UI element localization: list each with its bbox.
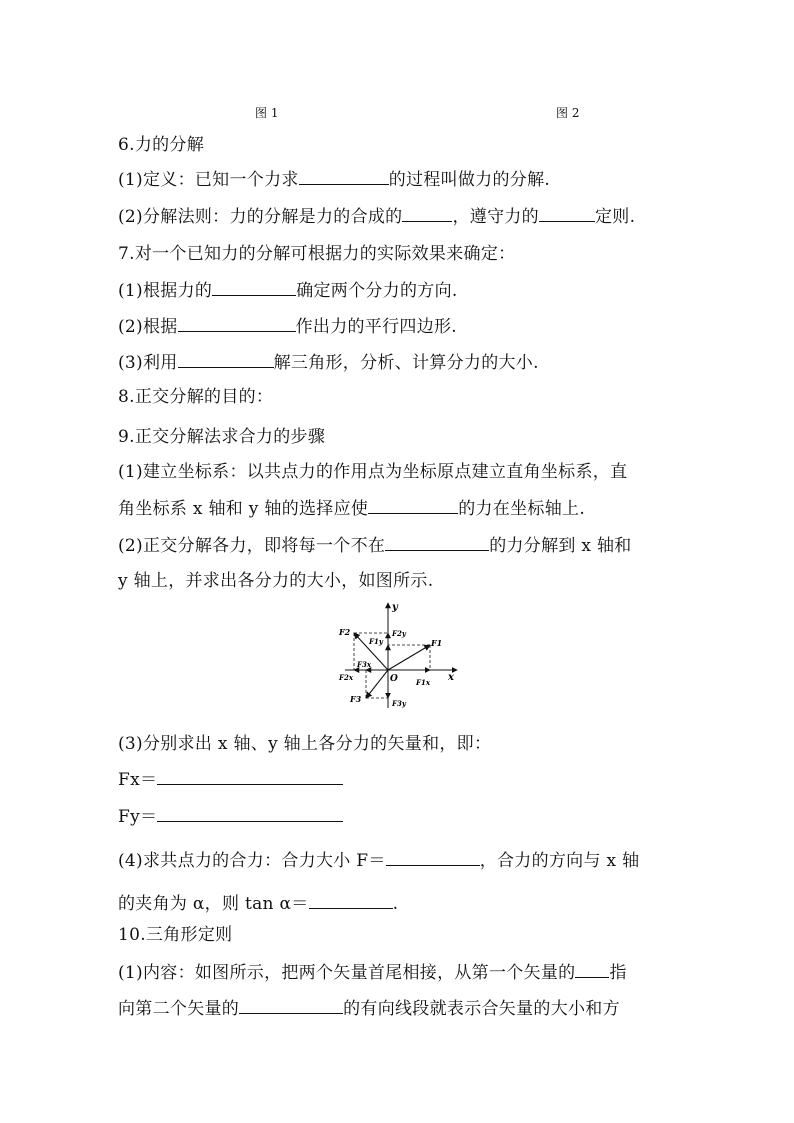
s9-step-2-cont: y 轴上，并求出各分力的大小，如图所示. [118,571,434,591]
section-9-title: 9.正交分解法求合力的步骤 [118,427,326,447]
figure-2-caption: 图 2 [556,106,580,120]
s9-step-2: (2)正交分解各力，即将每一个不在 的力分解到 x 轴和 [118,536,632,556]
blank [385,536,489,551]
y-axis-label: y [392,602,398,613]
f3-label: F3 [350,694,362,704]
f3y-label: F3y [392,699,406,708]
f2x-label: F2x [339,673,354,682]
f2-label: F2 [339,627,351,637]
section-8-title: 8.正交分解的目的： [118,387,274,407]
s10-content: (1)内容：如图所示，把两个矢量首尾相接，从第一个矢量的 指 [118,963,627,983]
blank [299,170,389,185]
blank [212,281,296,296]
blank [575,963,609,978]
section-6-title: 6.力的分解 [118,135,205,155]
blank [309,894,393,909]
blank [368,499,458,514]
s7-item-1: (1)根据力的 确定两个分力的方向. [118,281,458,301]
s7-item-2: (2)根据 作出力的平行四边形. [118,317,457,337]
fy-line: Fy＝ [118,802,343,827]
section-7-title: 7.对一个已知力的分解可根据力的实际效果来确定： [118,244,516,264]
blank [157,770,343,785]
s9-step-4-cont: 的夹角为 α，则 tan α＝ . [118,894,399,914]
blank [539,207,595,222]
f3x-label: F3x [357,660,372,669]
s6-definition: (1)定义：已知一个力求 的过程叫做力的分解. [118,170,551,190]
fx-line: Fx＝ [118,765,343,790]
orthogonal-decomposition-diagram [335,598,460,710]
x-axis-label: x [448,672,454,683]
blank [239,999,343,1014]
figure-1-caption: 图 1 [255,106,279,120]
blank [178,353,274,368]
origin-label: O [390,674,398,684]
f1x-label: F1x [416,678,431,687]
s9-step-1: (1)建立坐标系：以共点力的作用点为坐标原点建立直角坐标系，直 [118,462,628,482]
section-10-title: 10.三角形定则 [118,925,233,945]
blank [178,317,296,332]
s9-step-4: (4)求共点力的合力：合力大小 F＝ ，合力的方向与 x 轴 [118,851,640,871]
force-f3-arrow [366,670,388,698]
blank [157,807,343,822]
s6-rule: (2)分解法则：力的分解是力的合成的 ，遵守力的 定则. [118,207,636,227]
s10-content-cont: 向第二个矢量的 的有向线段就表示合矢量的大小和方 [118,999,620,1019]
f2y-label: F2y [392,629,406,638]
f1y-label: F1y [369,637,383,646]
s9-step-1-cont: 角坐标系 x 轴和 y 轴的选择应使 的力在坐标轴上. [118,499,586,519]
s7-item-3: (3)利用 解三角形，分析、计算分力的大小. [118,353,539,373]
f1-label: F1 [431,638,443,648]
blank [402,207,452,222]
force-f1-arrow [388,645,430,670]
blank [386,851,480,866]
s9-step-3: (3)分别求出 x 轴、y 轴上各分力的矢量和，即： [118,734,492,754]
